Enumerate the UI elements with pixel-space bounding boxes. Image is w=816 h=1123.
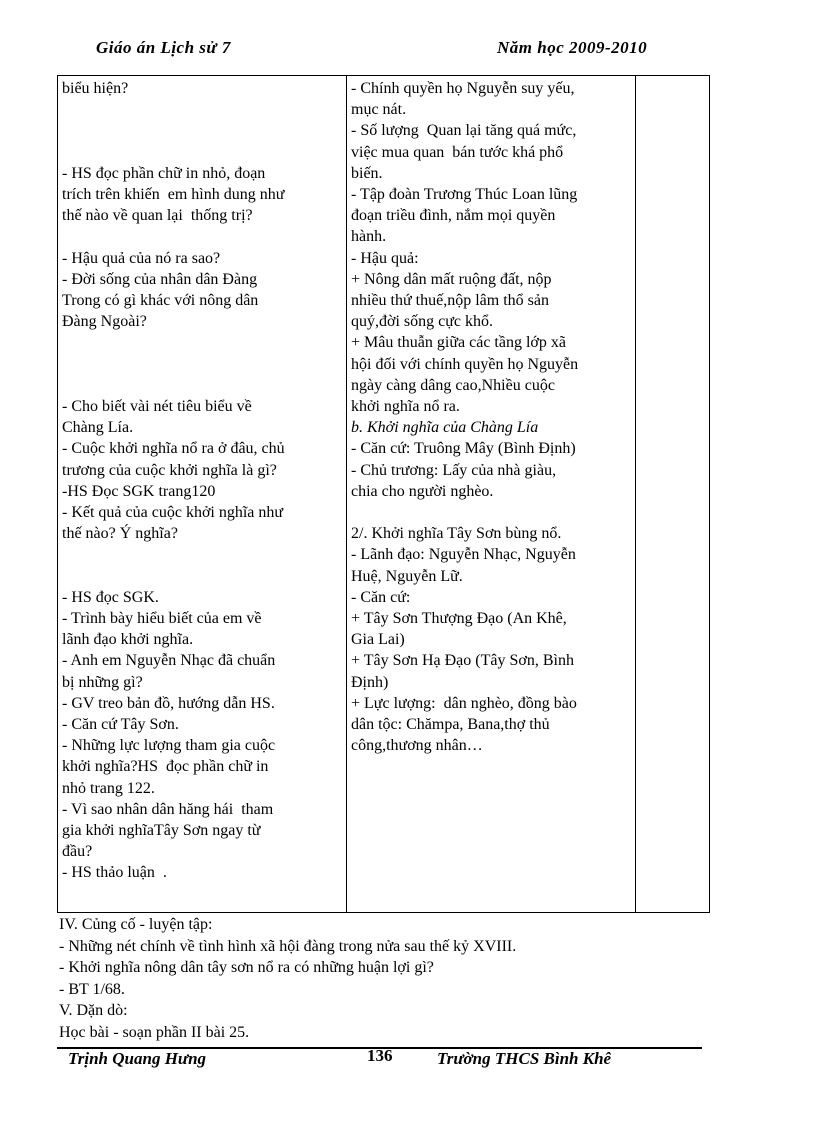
text-line: biểu hiện? [62, 80, 129, 97]
text-line: dân tộc: Chămpa, Bana,thợ thủ [351, 716, 550, 734]
text-line: - Căn cứ Tây Sơn. [62, 715, 179, 733]
text-line: Gia Lai) [351, 631, 405, 649]
header-left-title: Giáo án Lịch sử 7 [96, 38, 231, 57]
text-line: - Hậu quả: [351, 249, 419, 267]
text-line: - Tập đoàn Trương Thúc Loan lũng [351, 186, 578, 204]
text-line: 2/. Khởi nghĩa Tây Sơn bùng nổ. [351, 525, 562, 543]
text-line [62, 142, 342, 163]
text-line: - Vì sao nhân dân hăng hái tham [62, 800, 274, 818]
text-line: lãnh đạo khởi nghĩa. [62, 631, 194, 649]
text-line: thế nào về quan lại thống trị? [62, 207, 253, 225]
text-line: việc mua quan bán tước khá phổ [351, 143, 564, 161]
notes-column [636, 76, 710, 913]
text-line: -HS Đọc SGK trang120 [62, 482, 216, 500]
text-line [351, 502, 631, 523]
text-line [62, 120, 342, 141]
text-line: - Những lực lượng tham gia cuộc [62, 737, 276, 755]
text-line: - GV treo bản đồ, hướng dẫn HS. [62, 694, 275, 712]
text-line [62, 99, 342, 120]
text-line: - Cho biết vài nét tiêu biểu về [62, 397, 252, 415]
text-line: chia cho người nghèo. [351, 482, 494, 500]
text-line: bị những gì? [62, 673, 143, 691]
text-line: - Anh em Nguyễn Nhạc đã chuẩn [62, 652, 276, 670]
footer-teacher-name: Trịnh Quang Hưng [68, 1049, 207, 1068]
text-line: - Lãnh đạo: Nguyễn Nhạc, Nguyễn [351, 546, 576, 564]
text-line: mục nát. [351, 101, 407, 119]
lesson-table [57, 75, 710, 913]
text-line: công,thương nhân… [351, 737, 483, 755]
text-line: Chàng Lía. [62, 419, 134, 437]
text-line: - HS đọc SGK. [62, 588, 159, 606]
teacher-student-activity-column [58, 76, 347, 913]
text-line: V. Dặn dò: [59, 1002, 128, 1019]
text-line: khởi nghĩa?HS đọc phần chữ in [62, 758, 269, 776]
text-line: - Số lượng Quan lại tăng quá mức, [351, 122, 577, 140]
consolidation-section [59, 914, 516, 1043]
text-line: Định) [351, 673, 389, 691]
text-line: b. Khởi nghĩa của Chàng Lía [351, 419, 539, 437]
text-line: - Căn cứ: [351, 588, 411, 606]
text-line: Học bài - soạn phần II bài 25. [59, 1023, 250, 1041]
text-line: nhiều thứ thuế,nộp lâm thổ sản [351, 292, 549, 310]
text-line: IV. Củng cố - luyện tập: [59, 916, 213, 933]
text-line: Huệ, Nguyễn Lữ. [351, 567, 463, 585]
text-line: biến. [351, 164, 383, 182]
text-line: - Chủ trương: Lấy của nhà giàu, [351, 461, 557, 479]
text-line [62, 226, 342, 247]
content-column [347, 76, 636, 913]
text-line: - Căn cứ: Truông Mây (Bình Định) [351, 440, 576, 458]
text-line [62, 544, 342, 565]
text-line: + Tây Sơn Hạ Đạo (Tây Sơn, Bình [351, 652, 574, 670]
text-line: - HS đọc phần chữ in nhỏ, đoạn [62, 164, 266, 182]
text-line: quý,đời sống cực khổ. [351, 313, 494, 331]
text-line: ngày càng dâng cao,Nhiều cuộc [351, 376, 555, 394]
text-line: hội đối với chính quyền họ Nguyễn [351, 355, 579, 373]
text-line: gia khởi nghĩaTây Sơn ngay từ [62, 821, 261, 839]
text-line: hành. [351, 228, 387, 246]
text-line: đoạn triều đình, nắm mọi quyền [351, 207, 556, 225]
text-line [62, 566, 342, 587]
text-line: - Trình bày hiểu biết của em về [62, 609, 262, 627]
text-line: - Chính quyền họ Nguyễn suy yếu, [351, 80, 575, 97]
text-line: nhỏ trang 122. [62, 779, 155, 797]
text-line: - HS thảo luận . [62, 864, 167, 882]
text-line: + Lực lượng: dân nghèo, đồng bào [351, 694, 577, 712]
text-line [62, 354, 342, 375]
text-line [62, 375, 342, 396]
text-line: - BT 1/68. [59, 980, 125, 998]
text-line: - Kết quả của cuộc khởi nghĩa như [62, 503, 284, 521]
text-line: - Đời sống của nhân dân Đàng [62, 270, 258, 288]
text-line: + Tây Sơn Thượng Đạo (An Khê, [351, 610, 567, 628]
text-line: Đàng Ngoài? [62, 313, 147, 331]
text-line: trích trên khiến em hình dung như [62, 185, 285, 203]
text-line: + Nông dân mất ruộng đất, nộp [351, 270, 552, 288]
header-right-year: Năm học 2009-2010 [497, 38, 648, 57]
text-line: + Mâu thuẫn giữa các tầng lớp xã [351, 334, 566, 352]
text-line [62, 332, 342, 353]
text-line: thế nào? Ý nghĩa? [62, 525, 178, 543]
footer-school-name: Trường THCS Bình Khê [437, 1049, 612, 1068]
text-line: khởi nghĩa nổ ra. [351, 398, 460, 416]
table-row [58, 76, 710, 913]
text-line: Trong có gì khác với nông dân [62, 291, 259, 309]
text-line: - Khởi nghĩa nông dân tây sơn nổ ra có những huận lợi gì? [59, 959, 434, 976]
text-line: - Cuộc khởi nghĩa nổ ra ở đâu, chủ [62, 440, 285, 458]
text-line: - Hậu quả của nó ra sao? [62, 249, 221, 267]
text-line: đầu? [62, 843, 93, 861]
text-line: - Những nét chính về tình hình xã hội đàng trong nửa sau thế kỷ XVIII. [59, 937, 517, 955]
page-number: 136 [367, 1046, 393, 1065]
text-line: trương của cuộc khởi nghĩa là gì? [62, 461, 277, 479]
